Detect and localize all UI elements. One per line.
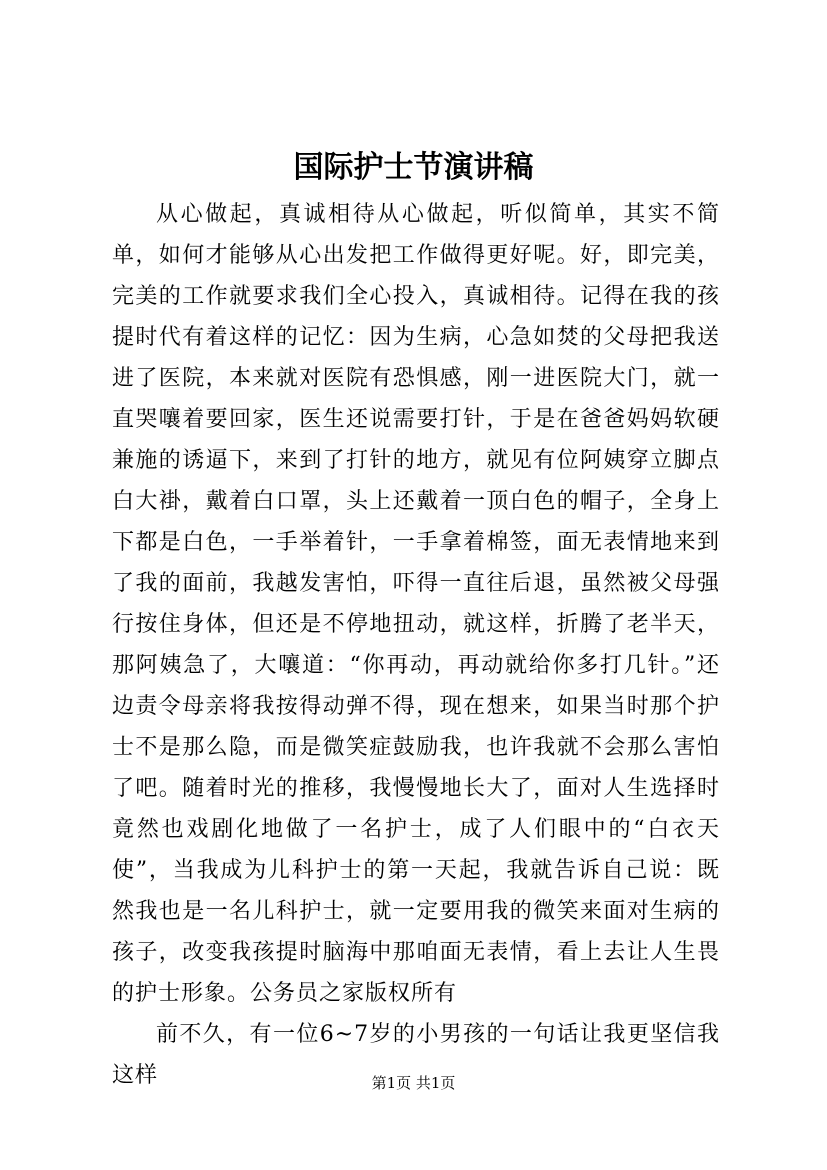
paragraph-2: 前不久，有一位6~7岁的小男孩的一句话让我更坚信我这样 xyxy=(112,1022,720,1088)
document-title: 国际护士节演讲稿 xyxy=(293,150,534,185)
paragraph-1: 从心做起，真诚相待从心做起，听似简单，其实不简单，如何才能够从心出发把工作做得更好呢。好，即完美，完美的工作就要求我们全心投入，真诚相待。记得在我的孩提时代有着这样的记忆：因为生病，心急如焚的父母把我送进了医院，本来就对医院有恐惧感，刚一进医院大门，就一直哭嚷着要回家，医生还说需要打针，于是在爸爸妈妈软硬兼施的诱逼下，来到了打针的地方，就见有位阿姨穿立脚点白大褂，戴着白口罩，头上还戴着一顶白色的帽子，全身上下都是白色，一手举着针，一手拿着棉签，面无表情地来到了我的面前，我越发害怕，吓得一直往后退，虽然被父母强行按住身体，但还是不停地扭动，就这样，折腾了老半天，那阿姨急了，大嚷道：“你再动，再动就给你多打几针。”还边责令母亲将我按得动弹不得，现在想来，如果当时那个护士不是那么隐，而是微笑症鼓励我，也许我就不会那么害怕了吧。随着时光的推移，我慢慢地长大了，面对人生选择时竟然也戏剧化地做了一名护士，成了人们眼中的“白衣天使”，当我成为儿科护士的第一天起，我就告诉自己说：既然我也是一名儿科护士，就一定要用我的微笑来面对生病的孩子，改变我孩提时脑海中那咱面无表情，看上去让人生畏的护士形象。公务员之家版权所有 xyxy=(112,202,720,1006)
page-footer: 第1页 共1页 xyxy=(371,1074,456,1092)
document-body xyxy=(112,194,720,1096)
